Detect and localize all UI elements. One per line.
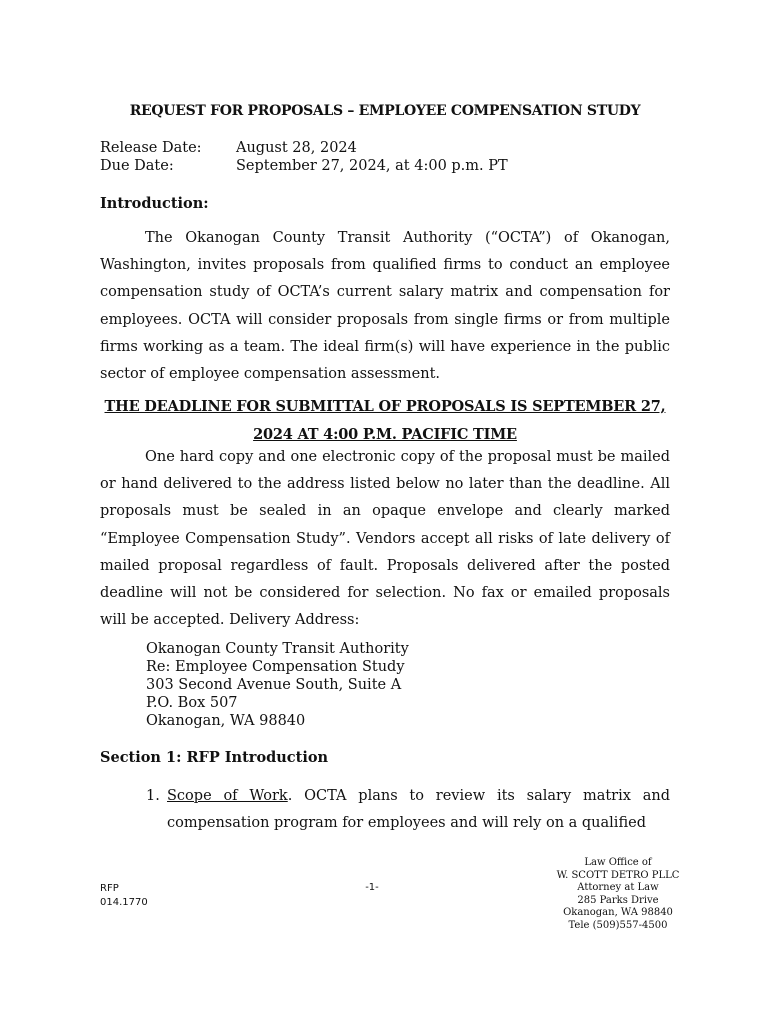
law-office-block <box>536 857 700 933</box>
law-office-line-5: Okanogan, WA 98840 <box>563 907 673 919</box>
deadline-line-1: THE DEADLINE FOR SUBMITTAL OF PROPOSALS IS SEPTEMBER 27, <box>104 398 666 415</box>
law-office-line-3: Attorney at Law <box>577 882 659 894</box>
footer-left <box>100 882 148 910</box>
due-date-label: Due Date: <box>100 158 174 174</box>
due-date-value: September 27, 2024, at 4:00 p.m. PT <box>236 158 508 174</box>
release-date-value: August 28, 2024 <box>236 140 357 156</box>
release-date-label: Release Date: <box>100 140 202 156</box>
list-item-number: 1. <box>146 788 160 804</box>
law-office-line-6: Tele (509)557-4500 <box>568 919 668 931</box>
deadline-line-2: 2024 AT 4:00 P.M. PACIFIC TIME <box>253 425 517 443</box>
law-office-line-2: W. SCOTT DETRO PLLC <box>556 869 680 881</box>
submission-paragraph: One hard copy and one electronic copy of the proposal must be mailed or hand delivered to the address listed below no later than the deadline. All proposals must be sealed in an opaque envelope and clearly marked “Employee Compensation Study”. Vendors accept all risks of late delivery of mailed proposal regardless of fault. Proposals delivered after the posted deadline will not be considered for selection. No fax or emailed proposals will be accepted. Delivery Address: <box>100 449 670 629</box>
release-date-row <box>100 139 508 157</box>
address-line-3: 303 Second Avenue South, Suite A <box>146 677 402 693</box>
address-line-2: Re: Employee Compensation Study <box>146 659 405 675</box>
due-date-row <box>100 157 508 175</box>
section-1-heading: Section 1: RFP Introduction <box>100 749 329 766</box>
list-item-body <box>167 783 670 837</box>
introduction-paragraph: The Okanogan County Transit Authority (“OCTA”) of Okanogan, Washington, invites proposals from qualified firms to conduct an employee compensation study of OCTA’s current salary matrix and compensation for employees. OCTA will consider proposals from single firms or from multiple firms working as a team. The ideal firm(s) will have experience in the public sector of employee compensation assessment. <box>100 230 670 383</box>
address-line-4: P.O. Box 507 <box>146 695 238 711</box>
law-office-line-1: Law Office of <box>584 857 652 868</box>
dates-block <box>100 139 508 175</box>
scope-of-work-text: . OCTA plans to review its salary matrix and compensation program for employees and will rely on a qualified <box>167 788 670 832</box>
introduction-heading: Introduction: <box>100 195 209 212</box>
deadline-notice <box>100 393 670 448</box>
footer-doc-type: RFP <box>100 883 119 894</box>
law-office-line-4: 285 Parks Drive <box>577 894 659 906</box>
delivery-address <box>146 640 409 730</box>
page-number: -1- <box>365 882 379 893</box>
document-title: REQUEST FOR PROPOSALS – EMPLOYEE COMPENSATION STUDY <box>129 103 641 119</box>
address-line-1: Okanogan County Transit Authority <box>146 641 409 657</box>
footer-doc-number: 014.1770 <box>100 897 148 908</box>
scope-of-work-title: Scope of Work <box>167 788 288 804</box>
address-line-5: Okanogan, WA 98840 <box>146 713 306 729</box>
list-item-scope-of-work <box>146 783 670 837</box>
